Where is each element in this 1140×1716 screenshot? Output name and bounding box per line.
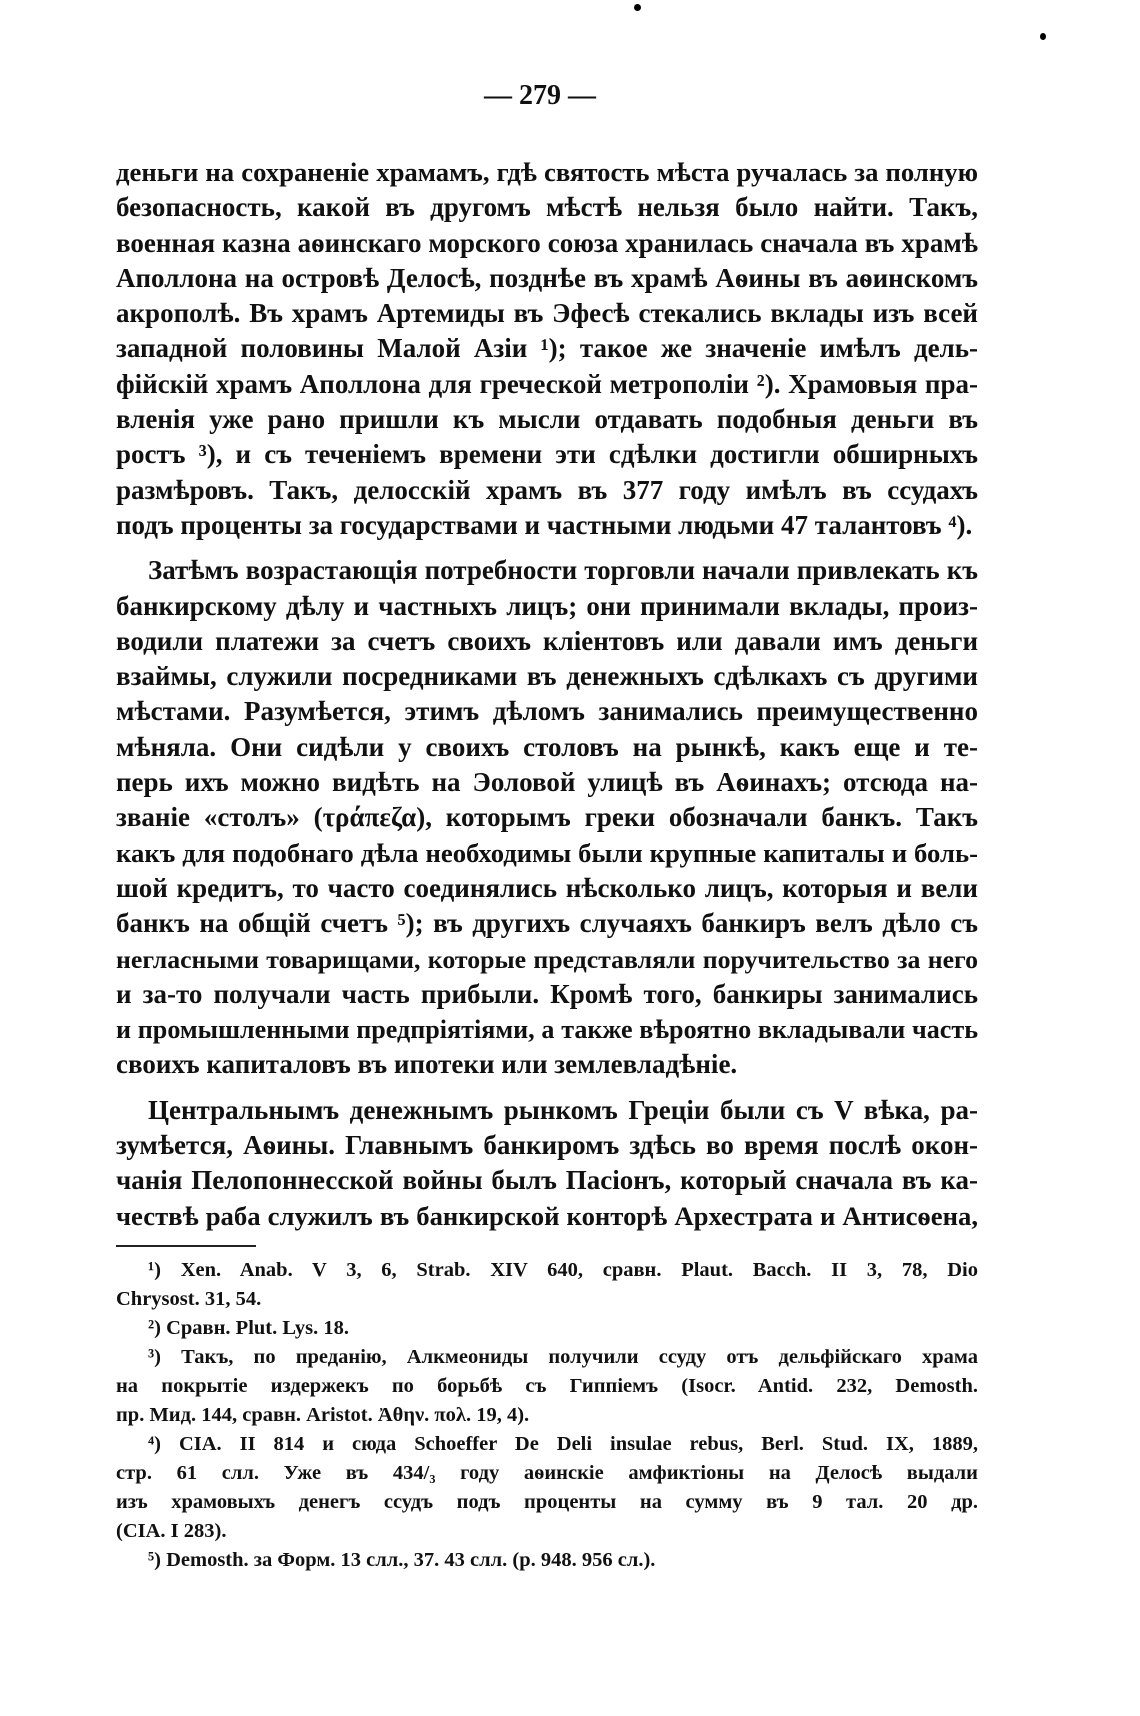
text-line: вленія уже рано пришли къ мысли отдавать подобныя деньги въ (116, 404, 978, 435)
footnote-line: ³) Такъ, по преданію, Алкмеониды получили ссуду отъ дельфійскаго храма (148, 1346, 978, 1368)
text-line: безопасность, какой въ другомъ мѣстѣ нельзя было найти. Такъ, (116, 192, 978, 223)
footnote-line: ²) Сравн. Plut. Lys. 18. (148, 1317, 350, 1339)
text-line: акрополѣ. Въ храмъ Артемиды въ Эфесѣ стекались вклады изъ всей (116, 298, 978, 329)
text-line: званіе «столъ» (τράπεζα), которымъ греки обозначали банкъ. Такъ (116, 802, 978, 833)
text-line: банкъ на общій счетъ ⁵); въ другихъ случаяхъ банкиръ велъ дѣло съ (116, 908, 978, 939)
footnotes (116, 1256, 978, 1575)
text-line: перь ихъ можно видѣть на Эоловой улицѣ въ Аѳинахъ; отсюда на- (116, 767, 978, 798)
footnote-line: изъ храмовыхъ денегъ ссудъ подъ проценты на сумму въ 9 тал. 20 др. (116, 1491, 978, 1513)
text-line: взаймы, служили посредниками въ денежныхъ сдѣлкахъ съ другими (116, 661, 978, 692)
page-number: — 279 — (484, 80, 596, 111)
text-line: негласными товарищами, которые представляли поручительство за него (116, 944, 978, 974)
footnote-line: ¹) Xen. Anab. V 3, 6, Strab. XIV 640, сравн. Plaut. Bacch. II 3, 78, Dio (148, 1259, 978, 1281)
text-line: чествѣ раба служилъ въ банкирской конторѣ Архестрата и Антисѳена, (116, 1200, 978, 1231)
footnote-line: ⁴) CIA. II 814 и сюда Schoeffer De Deli insulae rebus, Berl. Stud. IX, 1889, (148, 1433, 978, 1455)
footnote-line: (CIA. I 283). (116, 1520, 227, 1542)
text-line: Центральнымъ денежнымъ рынкомъ Греціи были съ V вѣка, ра- (148, 1094, 978, 1125)
footnote-line: стр. 61 слл. Уже въ 434/₃ году аѳинскіе амфиктіоны на Делосѣ выдали (116, 1462, 978, 1484)
print-speck (634, 4, 641, 11)
footnote-line: пр. Мид. 144, сравн. Aristot. Ἀθην. πολ. 19, 4). (116, 1404, 530, 1426)
footnote-line: ⁵) Demosth. за Форм. 13 слл., 37. 43 слл. (p. 948. 956 сл.). (148, 1549, 656, 1571)
footnote (116, 1546, 978, 1575)
text-line: своихъ капиталовъ въ ипотеки или землевладѣніе. (116, 1049, 738, 1080)
text-line: водили платежи за счетъ своихъ кліентовъ или давали имъ деньги (116, 625, 978, 656)
text-line: западной половины Малой Азіи ¹); такое же значеніе имѣлъ дель- (116, 333, 978, 364)
text-line: фійскій храмъ Аполлона для греческой метрополіи ²). Храмовыя пра- (116, 368, 978, 399)
text-line: мѣстами. Разумѣется, этимъ дѣломъ занимались преимущественно (116, 696, 978, 727)
text-line: зумѣется, Аѳины. Главнымъ банкиромъ здѣсь во время послѣ окон- (116, 1130, 978, 1161)
footnote-line: на покрытіе издержекъ по борьбѣ съ Гиппіемъ (Isocr. Antid. 232, Demosth. (116, 1375, 978, 1397)
footnote (116, 1314, 978, 1343)
print-speck (1040, 33, 1046, 40)
text-line: военная казна аѳинскаго морского союза хранилась сначала въ храмѣ (116, 227, 978, 258)
footnote (116, 1430, 978, 1546)
paragraph (116, 155, 978, 543)
text-line: шой кредитъ, то часто соединялись нѣсколько лицъ, которыя и вели (116, 872, 978, 903)
main-text (116, 155, 978, 1234)
footnote (116, 1256, 978, 1314)
text-line: ростъ ³), и съ теченіемъ времени эти сдѣлки достигли обширныхъ (116, 439, 978, 470)
text-line: какъ для подобнаго дѣла необходимы были крупные капиталы и боль- (116, 837, 978, 868)
footnote-line: Chrysost. 31, 54. (116, 1288, 262, 1310)
text-line: размѣровъ. Такъ, делосскій храмъ въ 377 году имѣлъ въ ссудахъ (116, 474, 978, 505)
text-line: чанія Пелопоннесской войны былъ Пасіонъ, который сначала въ ка- (116, 1165, 978, 1196)
text-line: деньги на сохраненіе храмамъ, гдѣ святость мѣста ручалась за полную (116, 157, 978, 187)
footnote (116, 1343, 978, 1430)
paragraph (116, 1093, 978, 1234)
text-line: банкирскому дѣлу и частныхъ лицъ; они принимали вклады, произ- (116, 590, 978, 621)
footnote-divider (116, 1245, 256, 1247)
text-line: Аполлона на островѣ Делосѣ, позднѣе въ храмѣ Аѳины въ аѳинскомъ (116, 262, 978, 293)
paragraph (116, 553, 978, 1082)
text-line: и промышленными предпріятіями, а также вѣроятно вкладывали часть (116, 1015, 978, 1045)
text-line: и за-то получали часть прибыли. Кромѣ того, банкиры занимались (116, 978, 978, 1009)
text-line: Затѣмъ возрастающія потребности торговли начали привлекать къ (148, 555, 978, 586)
text-line: подъ проценты за государствами и частными людьми 47 талантовъ ⁴). (116, 509, 973, 540)
text-line: мѣняла. Они сидѣли у своихъ столовъ на рынкѣ, какъ еще и те- (116, 731, 978, 762)
